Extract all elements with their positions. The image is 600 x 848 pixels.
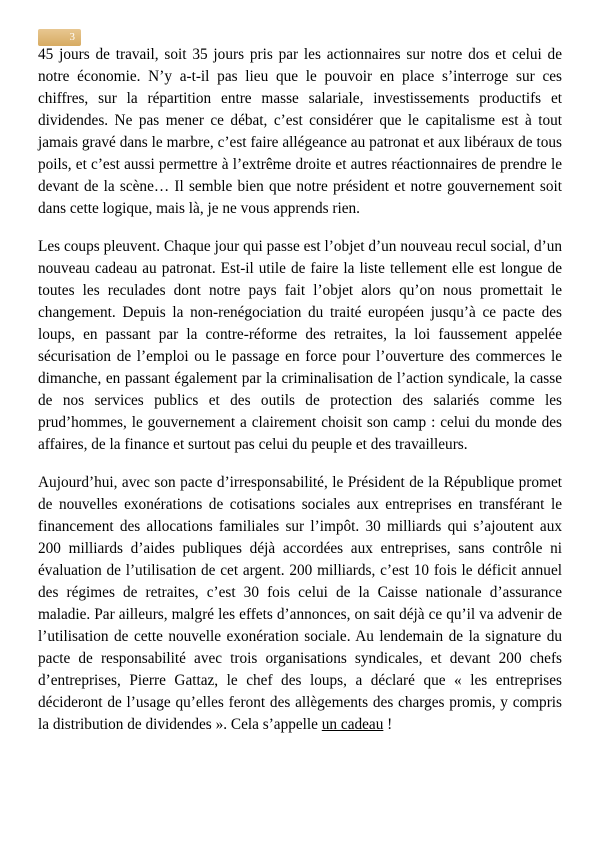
paragraph-3-end: ! bbox=[383, 716, 393, 733]
underlined-phrase: un cadeau bbox=[321, 716, 384, 733]
page-number-badge: 3 bbox=[38, 29, 81, 46]
paragraph-3-text: Aujourd’hui, avec son pacte d’irresponsabilité, le Président de la République promet de nouvelles exonérations de cotisations sociales aux entreprises en transférant le financement des allocations familiales sur l’impôt. 30 milliards qui s’ajoutent aux 200 milliards d’aides publiques déjà accordées aux entreprises, sans contrôle ni évaluation de l’utilisation de cet argent. 200 milliards, c’est 10 fois le déficit annuel des régimes de retraites, c’est 30 fois celui de la Caisse nationale d’assurance maladie. Par ailleurs, malgré les effets d’annonces, on sait déjà ce qu’il va advenir de l’utilisation de cette nouvelle exonération sociale. Au lendemain de la signature du pacte de responsabilité avec trois organisations syndicales, et devant 200 chefs d’entreprises, Pierre Gattaz, le chef des loups, a déclaré que « les entreprises décideront de l’usage qu’elles feront des allègements des charges promis, y compris la distribution de dividendes ». Cela s’appelle bbox=[38, 474, 562, 733]
document-body bbox=[38, 44, 562, 752]
paragraph-1: 45 jours de travail, soit 35 jours pris par les actionnaires sur notre dos et celui de notre économie. N’y a-t-il pas lieu que le pouvoir en place s’interroge sur ces chiffres, sur la répartition entre masse salariale, investissements productifs et dividendes. Ne pas mener ce débat, c’est considérer que le capitalisme est à tout jamais gravé dans le marbre, c’est faire allégeance au patronat et aux libéraux de tous poils, et c’est aussi permettre à l’extrême droite et autres réactionnaires de prendre le devant de la scène… Il semble bien que notre président et notre gouvernement soit dans cette logique, mais là, je ne vous apprends rien. bbox=[38, 46, 562, 217]
paragraph-3 bbox=[38, 472, 562, 736]
paragraph-2: Les coups pleuvent. Chaque jour qui passe est l’objet d’un nouveau recul social, d’un nouveau cadeau au patronat. Est-il utile de faire la liste tellement elle est longue de toutes les reculades dont notre pays fait l’objet alors qu’on nous promettait le changement. Depuis la non-renégociation du traité européen jusqu’à ce pacte des loups, en passant par la contre-réforme des retraites, la loi faussement appelée sécurisation de l’emploi ou le passage en force pour l’ouverture des commerces le dimanche, en passant également par la criminalisation de l’action syndicale, la casse de nos services publics et des outils de protection des salariés comme les prud’hommes, le gouvernement a clairement choisit son camp : celui du monde des affaires, de la finance et surtout pas celui du peuple et des travailleurs. bbox=[38, 238, 562, 453]
